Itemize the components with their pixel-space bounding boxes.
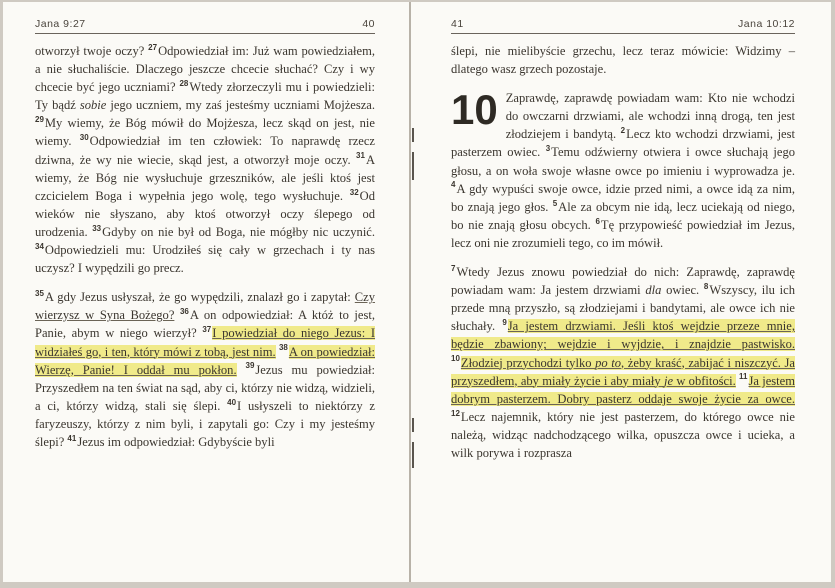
running-head: Jana 10:12	[738, 18, 795, 30]
highlighted-text: I powiedział do niego Jezus: I widziałeś go, i ten, który mówi z tobą, jest nim.	[35, 326, 376, 359]
margin-mark	[412, 442, 414, 468]
verse-number: 37	[202, 325, 212, 335]
highlighted-text: Ja jestem dobrym pasterzem. Dobry pasterz oddaje swoje życie za owce.	[451, 373, 796, 406]
left-page	[3, 2, 409, 582]
paragraph: 10 Zaprawdę, zaprawdę powiadam wam: Kto nie wchodzi do owczarni drzwiami, ale wchodzi inną drogą, ten jest złodziejem i bandytą. $^2$Lecz kto wchodzi drzwiami, jest pasterzem owiec. $^3$Temu odźwierny otwiera i owce słuchają jego głosu, a on woła swoje własne owce po imieniu i wyprowadza je. $^4$A gdy wypuści swoje owce, idzie przed nimi, a owce idą za nim, bo znają jego głos. $^5$Ale za obcym nie idą, lecz uciekają od niego, bo nie znają głosu obcych. $^6$Tę przypowieść powiedział im Jezus, lecz oni nie zrozumieli tego, co im mówił.	[451, 86, 796, 250]
highlighted-text: A on powiedział: Wierzę, Panie! I oddał mu pokłon.	[35, 344, 375, 377]
running-head: Jana 9:27	[35, 18, 86, 30]
paragraph: $^7$Wtedy Jezus znowu powiedział do nich: Zaprawdę, zaprawdę powiadam wam: Ja jestem drzwiami dla owiec. $^8$Wszyscy, ilu ich przede mną przyszło, są złodziejami i bandytami, ale owce ich nie słuchały. $^9$Ja jestem drzwiami. Jeśli ktoś wejdzie przeze mnie, będzie zbawiony; wejdzie i wyjdzie, i znajdzie pastwisko. $^{10}$Złodziej przychodzi tylko po to, żeby kraść, zabijać i niszczyć. Ja przyszedłem, aby miały życie i aby miały je w obfitości. $^{11}$Ja jestem dobrym pasterzem. Dobry pasterz oddaje swoje życie za owce. $^{12}$Lecz najemnik, który nie jest pasterzem, do którego owce nie należą, widząc nadchodzącego wilka, opuszcza owce i ucieka, a wilk porywa i rozprasza	[451, 263, 796, 460]
verse-number: 4	[451, 180, 456, 190]
left-header	[35, 18, 375, 34]
margin-mark	[412, 418, 414, 432]
paragraph: otworzył twoje oczy? $^{27}$Odpowiedział im: Już wam powiedziałem, a nie słuchaliście. Dlaczego jeszcze chcecie słuchać? Czy i wy chcecie być jego uczniami? $^{28}$Wtedy złorzeczyli mu i powiedzieli: Ty bądź sobie jego uczniem, my zaś jesteśmy uczniami Mojżesza. $^{29}$My wiemy, że Bóg mówił do Mojżesza, lecz skąd on jest, nie wiemy. $^{30}$Odpowiedział im ten człowiek: To naprawdę rzecz dziwna, że wy nie wiecie, skąd jest, a otworzył moje oczy. $^{31}$A wiemy, że Bóg nie wysłuchuje grzeszników, ale jeśli ktoś jest czcicielem Boga i wypełnia jego wolę, tego wysłuchuje. $^{32}$Od wieków nie słyszano, aby ktoś otworzył oczy ślepego od urodzenia. $^{33}$Gdyby on nie był od Boga, nie mógłby nic uczynić. $^{34}$Odpowiedzieli mu: Urodziłeś się cały w grzechach i ty nas uczysz? I wypędzili go precz.	[35, 42, 376, 276]
verse-number: 9	[502, 318, 507, 328]
margin-mark	[412, 152, 414, 180]
margin-mark	[412, 128, 414, 142]
verse-number: 33	[92, 223, 102, 233]
verse-number: 29	[35, 115, 44, 125]
verse-number: 7	[451, 263, 456, 273]
highlighted-text: Ja jestem drzwiami. Jeśli ktoś wejdzie przeze mnie, będzie zbawiony; wejdzie i wyjdzie, i znajdzie pastwisko.	[451, 319, 795, 352]
page-number: 41	[451, 18, 464, 30]
verse-number: 41	[67, 433, 77, 443]
verse-number: 2	[620, 126, 626, 136]
verse-number: 39	[245, 361, 255, 371]
verse-number: 34	[35, 241, 44, 251]
paragraph: $^{35}$A gdy Jezus usłyszał, że go wypędzili, znalazł go i zapytał: Czy wierzysz w Syna Bożego? $^{36}$A on odpowiedział: A któż to jest, Panie, abym w niego wierzył? $^{37}$I powiedział do niego Jezus: I widziałeś go, i ten, który mówi z tobą, jest nim. $^{38}$A on powiedział: Wierzę, Panie! I oddał mu pokłon. $^{39}$Jezus mu powiedział: Przyszedłem na ten świat na sąd, aby ci, którzy nie widzą, widzieli, a ci, którzy widzą, stali się ślepi. $^{40}$I usłyszeli to niektórzy z faryzeuszy, którzy z nim byli, i zapytali go: Czy i my jesteśmy ślepi? $^{41}$Jezus im odpowiedział: Gdybyście byli	[35, 289, 376, 449]
verse-number: 36	[179, 307, 189, 317]
right-header	[451, 18, 795, 34]
page-number: 40	[362, 18, 375, 30]
verse-number: 6	[595, 216, 600, 226]
verse-number: 28	[179, 79, 189, 89]
verse-number: 12	[451, 408, 460, 418]
verse-number: 30	[79, 133, 89, 143]
verse-number: 5	[552, 198, 558, 208]
right-text	[451, 42, 795, 462]
verse-number: 32	[349, 187, 359, 197]
chapter-number: 10	[451, 86, 498, 134]
paragraph: ślepi, nie mielibyście grzechu, lecz teraz mówicie: Widzimy – dlatego wasz grzech pozostaje.	[451, 44, 795, 77]
verse-number: 3	[545, 144, 551, 154]
left-text	[35, 42, 375, 451]
verse-number: 8	[703, 281, 709, 291]
verse-number: 40	[227, 397, 237, 407]
verse-number: 10	[451, 354, 460, 364]
verse-number: 27	[148, 42, 158, 52]
underlined-text: Czy wierzysz w Syna Bożego?	[35, 290, 375, 323]
verse-number: 11	[739, 372, 748, 382]
right-page	[411, 2, 831, 582]
verse-number: 31	[356, 151, 365, 161]
verse-number: 38	[278, 343, 288, 353]
verse-number: 35	[35, 289, 44, 299]
highlighted-text: Złodziej przychodzi tylko po to, żeby kraść, zabijać i niszczyć. Ja przyszedłem, aby miały życie i aby miały je w obfitości.	[451, 355, 795, 388]
